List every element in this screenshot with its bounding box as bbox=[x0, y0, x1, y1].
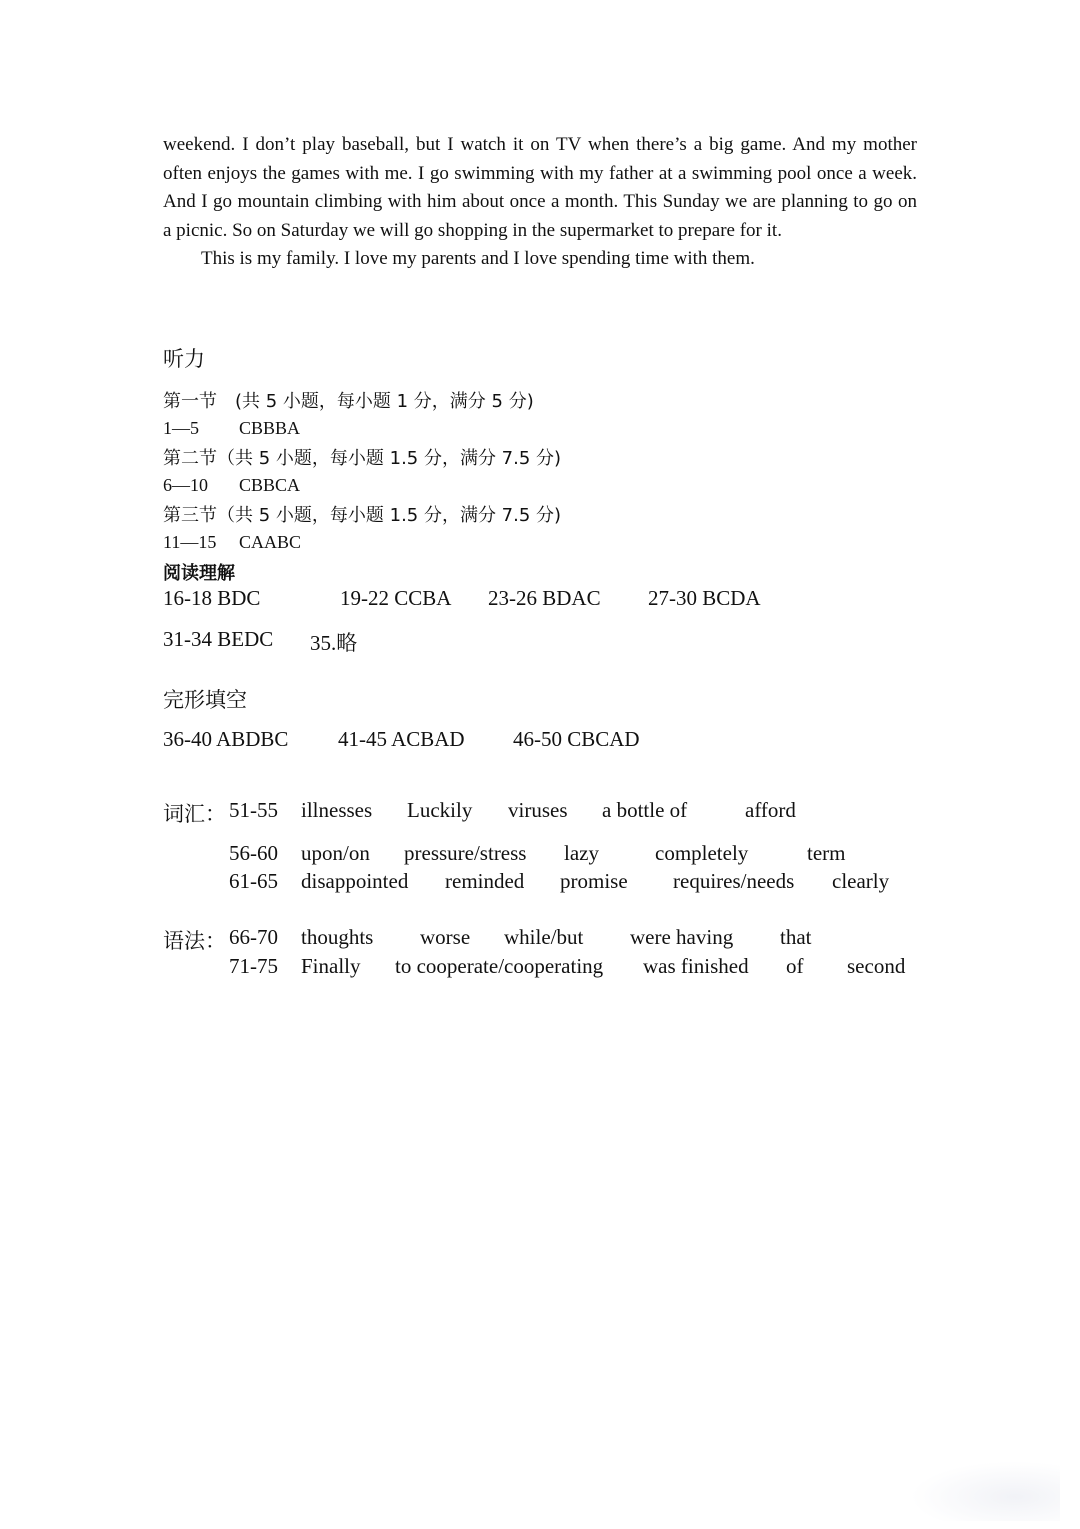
cloze-answer: 41-45 ACBAD bbox=[338, 727, 465, 751]
grammar-word: thoughts bbox=[301, 925, 374, 949]
vocab-word: requires/needs bbox=[673, 869, 795, 893]
vocab-word: upon/on bbox=[301, 841, 370, 865]
reading-answer: 23-26 BDAC bbox=[488, 586, 601, 610]
vocab-range: 56-60 bbox=[229, 841, 278, 865]
vocab-word: illnesses bbox=[301, 798, 373, 822]
essay-line: a picnic. So on Saturday we will go shopping in the supermarket to prepare for it. bbox=[163, 219, 782, 241]
section3-answers: CAABC bbox=[239, 532, 302, 552]
vocab-range: 51-55 bbox=[229, 798, 278, 822]
cloze-heading: 完形填空 bbox=[163, 688, 247, 712]
section1-label: 第一节 (共 5 小题，每小题 1 分，满分 5 分) bbox=[163, 391, 534, 412]
section3-range: 11—15 bbox=[163, 532, 217, 552]
section1-answers: CBBBA bbox=[239, 418, 301, 438]
vocab-word: a bottle of bbox=[602, 798, 688, 822]
vocab-word: clearly bbox=[832, 869, 890, 893]
grammar-word: were having bbox=[630, 925, 734, 949]
essay-line: often enjoys the games with me. I go swimming with my father at a swimming pool once a week. bbox=[163, 162, 917, 184]
grammar-range: 66-70 bbox=[229, 925, 278, 949]
section2-answers: CBBCA bbox=[239, 475, 301, 495]
vocab-range: 61-65 bbox=[229, 869, 278, 893]
vocab-word: term bbox=[807, 841, 846, 865]
grammar-word: Finally bbox=[301, 954, 361, 978]
reading-answer: 35.略 bbox=[310, 631, 358, 655]
essay-closing: This is my family. I love my parents and I love spending time with them. bbox=[201, 248, 755, 269]
grammar-range: 71-75 bbox=[229, 954, 278, 978]
essay-passage bbox=[163, 131, 917, 274]
vocab-word: viruses bbox=[508, 798, 568, 822]
section2-range: 6—10 bbox=[163, 475, 208, 495]
reading-answer: 27-30 BCDA bbox=[648, 586, 761, 610]
section2-label: 第二节（共 5 小题，每小题 1.5 分，满分 7.5 分) bbox=[163, 448, 562, 469]
vocab-word: Luckily bbox=[407, 798, 473, 822]
vocab-word: afford bbox=[745, 798, 796, 822]
reading-answer: 16-18 BDC bbox=[163, 586, 261, 610]
grammar-word: that bbox=[780, 925, 812, 949]
grammar-word: of bbox=[786, 954, 804, 978]
grammar-word: while/but bbox=[504, 925, 584, 949]
essay-line: weekend. I don’t play baseball, but I watch it on TV when there’s a big game. And my mother bbox=[163, 134, 917, 155]
grammar-label: 语法： bbox=[163, 929, 226, 953]
vocab-word: completely bbox=[655, 841, 749, 865]
vocab-label: 词汇： bbox=[163, 802, 226, 826]
reading-answer: 31-34 BEDC bbox=[163, 627, 274, 651]
vocab-word: disappointed bbox=[301, 869, 409, 893]
cloze-answer: 36-40 ABDBC bbox=[163, 727, 289, 751]
essay-line: And I go mountain climbing with him about once a month. This Sunday we are planning to go on bbox=[163, 191, 917, 212]
grammar-word: was finished bbox=[643, 954, 749, 978]
section3-label: 第三节（共 5 小题，每小题 1.5 分，满分 7.5 分) bbox=[163, 505, 562, 526]
vocab-word: pressure/stress bbox=[404, 841, 527, 865]
watermark-smudge bbox=[910, 1461, 1060, 1521]
vocab-word: reminded bbox=[445, 869, 525, 893]
grammar-word: second bbox=[847, 954, 906, 978]
vocab-word: promise bbox=[560, 869, 628, 893]
grammar-word: to cooperate/cooperating bbox=[395, 954, 604, 978]
grammar-word: worse bbox=[420, 925, 471, 949]
reading-answer: 19-22 CCBA bbox=[340, 586, 452, 610]
cloze-answer: 46-50 CBCAD bbox=[513, 727, 640, 751]
section1-range: 1—5 bbox=[163, 418, 199, 438]
vocab-word: lazy bbox=[564, 841, 599, 865]
listening-heading: 听力 bbox=[163, 347, 205, 371]
reading-heading: 阅读理解 bbox=[163, 563, 235, 584]
